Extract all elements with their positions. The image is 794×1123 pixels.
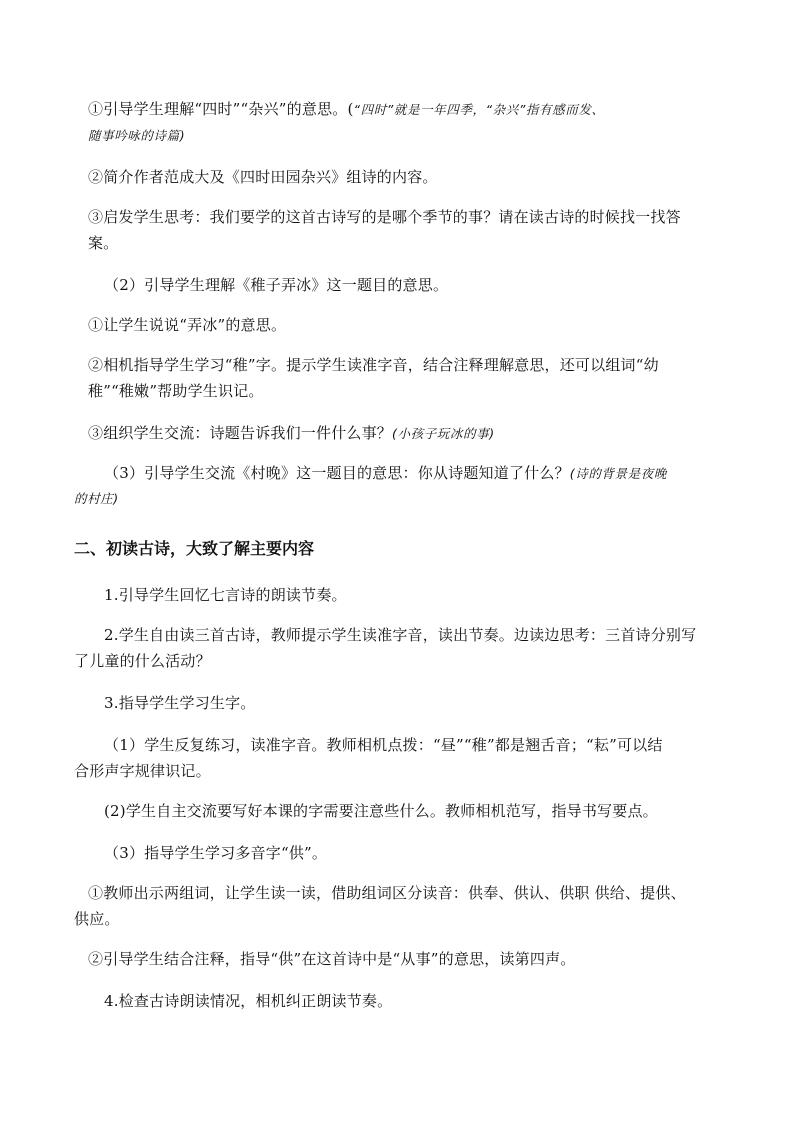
paragraph-text: ③组织学生交流：诗题告诉我们一件什么事？ (88, 424, 393, 442)
answer-note: 随事吟咏的诗篇) (88, 128, 186, 143)
paragraph-rhythm (104, 582, 740, 608)
answer-note: “四时”就是一年四季，“杂兴”指有感而发、 (353, 102, 605, 117)
answer-note: (小孩子玩冰的事) (392, 426, 495, 441)
paragraph-text: （3）引导学生交流《村晚》这一题目的意思：你从诗题知道了什么？ (104, 464, 570, 482)
paragraph-season-question (88, 204, 724, 256)
paragraph-line: （1）学生反复练习，读准字音。教师相机点拨：“昼”“稚”都是翘舌音；“耘”可以结 (104, 736, 663, 754)
paragraph-gong-meaning (88, 946, 724, 972)
paragraph-cunwan-continued (74, 486, 710, 512)
paragraph-line: ①教师出示两组词，让学生读一读，借助组词区分读音：供奉、供认、供职 供给、提供、 (88, 884, 686, 902)
answer-note: (诗的背景是夜晚 (569, 466, 667, 481)
paragraph-title-discussion (88, 420, 724, 447)
paragraph-zhi-character (88, 352, 724, 404)
paragraph-text: （3）指导学生学习多音字“供”。 (104, 844, 328, 862)
paragraph-pronunciation-continued (74, 758, 710, 784)
paragraph-cunwan (104, 460, 740, 487)
paragraph-author-intro (88, 164, 724, 190)
paragraph-text: 3.指导学生学习生字。 (104, 694, 256, 712)
paragraph-text: 4.检查古诗朗读情况，相机纠正朗读节奏。 (104, 992, 393, 1010)
paragraph-text: （2）引导学生理解《稚子弄冰》这一题目的意思。 (104, 276, 449, 294)
paragraph-polyphone (104, 840, 740, 866)
paragraph-new-characters (104, 690, 740, 716)
section-heading: 二、初读古诗，大致了解主要内容 (74, 539, 315, 558)
paragraph-zhizi-nongbing (104, 272, 740, 298)
paragraph-line: 了儿童的什么活动？ (74, 652, 211, 670)
paragraph-line: 稚”“稚嫩”帮助学生识记。 (88, 382, 264, 400)
paragraph-line: 供应。 (74, 910, 120, 928)
answer-note: 的村庄) (74, 491, 119, 506)
paragraph-text: ①让学生说说“弄冰”的意思。 (88, 316, 287, 334)
paragraph-text: (2)学生自主交流要写好本课的字需要注意些什么。教师相机范写，指导书写要点。 (104, 802, 658, 820)
paragraph-line: 合形声字规律识记。 (74, 762, 211, 780)
paragraph-text: ①引导学生理解“四时”“杂兴”的意思。( (88, 100, 354, 118)
paragraph-line (88, 96, 724, 123)
paragraph-check-reading (104, 988, 740, 1014)
paragraph-text: ②引导学生结合注释，指导“供”在这首诗中是“从事”的意思，读第四声。 (88, 950, 576, 968)
paragraph-line: 案。 (88, 234, 119, 252)
paragraph-line (104, 460, 740, 487)
paragraph-line: ③启发学生思考：我们要学的这首古诗写的是哪个季节的事？请在读古诗的时候找一找答 (88, 208, 681, 226)
paragraph-sishi-zaxing (88, 96, 724, 149)
paragraph-text: ②简介作者范成大及《四时田园杂兴》组诗的内容。 (88, 168, 438, 186)
paragraph-nongbing-meaning (88, 312, 724, 338)
paragraph-line: ②相机指导学生学习“稚”字。提示学生读准字音，结合注释理解意思，还可以组词“幼 (88, 356, 659, 374)
paragraph-line: 2.学生自由读三首古诗，教师提示学生读准字音，读出节奏。边读边思考：三首诗分别写 (104, 626, 697, 644)
paragraph-word-groups (74, 880, 724, 932)
paragraph-pronunciation (104, 732, 740, 758)
paragraph-line (88, 420, 724, 447)
paragraph-free-reading (104, 622, 740, 648)
paragraph-free-reading-continued (74, 648, 710, 674)
paragraph-text: 1.引导学生回忆七言诗的朗读节奏。 (104, 586, 347, 604)
paragraph-writing (104, 798, 740, 824)
